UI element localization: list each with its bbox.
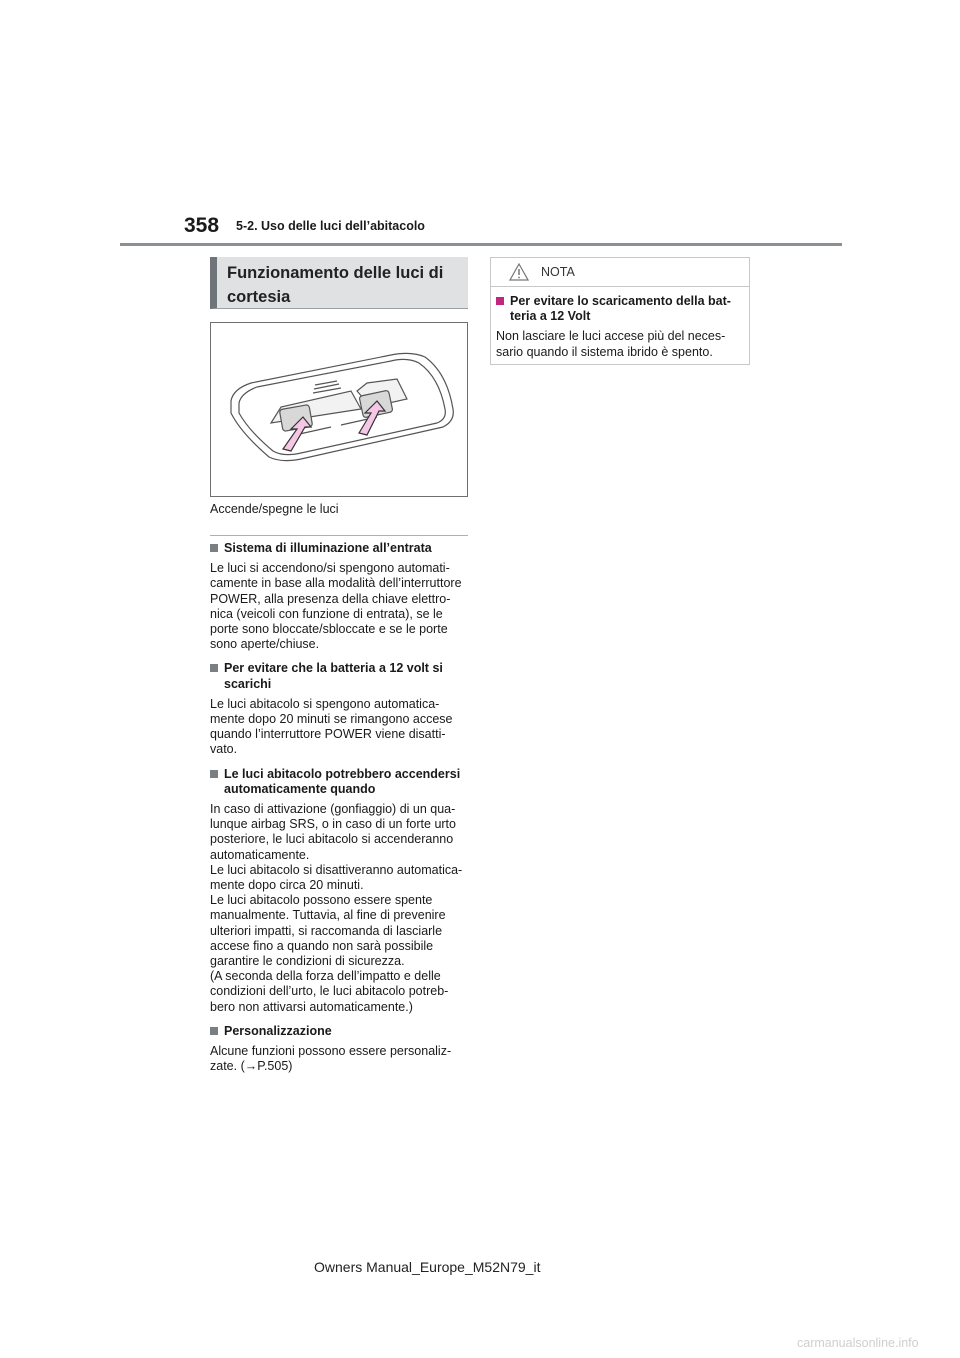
header-rule [120, 243, 842, 246]
text-line: accese fino a quando non sarà possibile [210, 938, 434, 953]
subheading [210, 1024, 472, 1039]
text-line: (A seconda della forza dell’impatto e delle [210, 969, 441, 984]
text-line: quando l’interruttore POWER viene disatti- [210, 727, 446, 742]
text-line: garantire le condizioni di sicurezza. [210, 954, 405, 969]
subheading-line: Per evitare che la batteria a 12 volt si [224, 661, 443, 676]
text-line: Le luci abitacolo si spengono automatica- [210, 696, 440, 711]
text-line: bero non attivarsi automaticamente.) [210, 999, 413, 1014]
page-reference-link[interactable]: zate. (→P.505) [210, 1059, 293, 1074]
text-line: lunque airbag SRS, o in caso di un forte urto [210, 817, 456, 832]
overhead-console-drawing [211, 323, 467, 496]
bullet-square-icon [210, 770, 218, 778]
nota-subheading [496, 294, 746, 324]
vent-line [315, 381, 337, 385]
nota-header [491, 258, 749, 287]
courtesy-light-illustration [210, 322, 468, 497]
bullet-square-icon [210, 664, 218, 672]
text-line: camente in base alla modalità dell’interruttore [210, 576, 462, 591]
bullet-square-icon [210, 544, 218, 552]
text-line: posteriore, le luci abitacolo si accenderanno [210, 832, 454, 847]
subheading-line: automaticamente quando [224, 781, 376, 796]
subheading-line: Personalizzazione [224, 1023, 332, 1038]
text-line: automaticamente. [210, 847, 310, 862]
paragraph [210, 561, 472, 652]
paragraph [210, 1044, 472, 1074]
caption-rule [210, 535, 468, 536]
body-text-column [210, 541, 472, 1084]
watermark: carmanualsonline.info [797, 1336, 919, 1350]
section-heading [210, 257, 468, 309]
heading-line: Funzionamento delle luci di [227, 264, 444, 282]
nota-title: NOTA [541, 265, 575, 279]
text-line: Le luci si accendono/si spengono automati- [210, 561, 450, 576]
subheading-line: Le luci abitacolo potrebbero accendersi [224, 766, 461, 781]
paragraph [210, 697, 472, 758]
text-line: ulteriori impatti, si raccomanda di lasciarle [210, 923, 443, 938]
subheading [210, 767, 472, 797]
subheading-line: Sistema di illuminazione all’entrata [224, 541, 432, 555]
subheading [210, 541, 472, 556]
text-line: porte sono bloccate/sbloccate e se le porte [210, 622, 448, 637]
text-line: manualmente. Tuttavia, al fine di prevenire [210, 908, 446, 923]
subheading-line: teria a 12 Volt [510, 309, 591, 324]
paragraph [210, 802, 472, 1015]
heading-line: cortesia [227, 288, 291, 306]
bullet-square-icon [210, 1027, 218, 1035]
bullet-square-icon [496, 297, 504, 305]
text-line: Alcune funzioni possono essere personaliz- [210, 1044, 452, 1059]
text-line: POWER, alla presenza della chiave elettro- [210, 591, 451, 606]
section-title: 5-2. Uso delle luci dell’abitacolo [236, 219, 425, 233]
text-line: mente dopo circa 20 minuti. [210, 878, 364, 893]
page-number: 358 [184, 214, 220, 237]
subheading-line: scarichi [224, 676, 272, 691]
nota-box [490, 257, 750, 365]
subheading [210, 661, 472, 691]
figure-caption: Accende/spegne le luci [210, 502, 339, 516]
text-line: Le luci abitacolo possono essere spente [210, 893, 433, 908]
text-line: condizioni dell’urto, le luci abitacolo potreb- [210, 984, 449, 999]
text-line: sario quando il sistema ibrido è spento. [496, 344, 713, 359]
text-line: In caso di attivazione (gonfiaggio) di un qua- [210, 802, 456, 817]
text-line: mente dopo 20 minuti se rimangono accese [210, 712, 453, 727]
text-line: Le luci abitacolo si disattiveranno automatica- [210, 862, 463, 877]
text-line: Non lasciare le luci accese più del neces- [496, 329, 726, 344]
text-line: nica (veicoli con funzione di entrata), se le [210, 606, 443, 621]
warning-triangle-icon [509, 263, 529, 281]
text-line: sono aperte/chiuse. [210, 637, 320, 652]
footer-text: Owners Manual_Europe_M52N79_it [314, 1259, 541, 1275]
text-line: vato. [210, 742, 238, 757]
subheading-line: Per evitare lo scaricamento della bat- [510, 294, 731, 308]
nota-body [496, 294, 746, 360]
